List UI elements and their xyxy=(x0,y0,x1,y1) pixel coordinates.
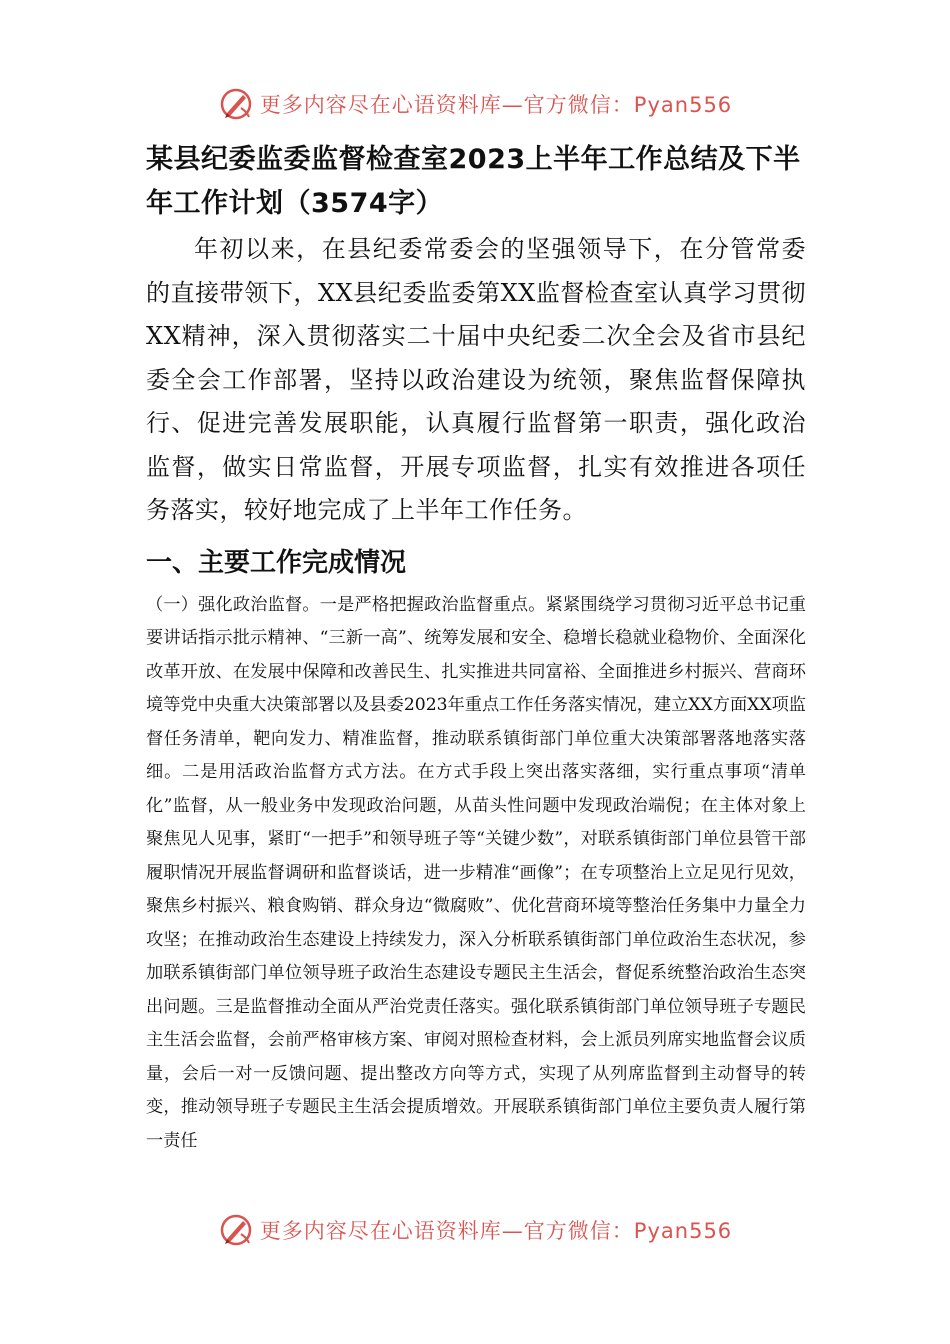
document-body xyxy=(146,138,806,1158)
watermark-text: 更多内容尽在心语资料库—官方微信：Pyan556 xyxy=(259,1219,733,1243)
intro-paragraph: 年初以来，在县纪委常委会的坚强领导下，在分管常委的直接带领下，XX县纪委监委第XX监督检查室认真学习贯彻XX精神，深入贯彻落实二十届中央纪委二次全会及省市县纪委全会工作部署，坚持以政治建设为统领，聚焦监督保障执行、促进完善发展职能，认真履行监督第一职责，强化政治监督，做实日常监督，开展专项监督，扎实有效推进各项任务落实，较好地完成了上半年工作任务。 xyxy=(146,235,806,524)
watermark-text: 更多内容尽在心语资料库—官方微信：Pyan556 xyxy=(259,93,733,117)
pen-circle-logo-icon xyxy=(218,86,254,122)
watermark-banner-bottom xyxy=(0,1210,950,1250)
watermark-banner-top xyxy=(0,84,950,124)
section-body-paragraph: （一）强化政治监督。一是严格把握政治监督重点。紧紧围绕学习贯彻习近平总书记重要讲话指示批示精神、“三新一高”、统筹发展和安全、稳增长稳就业稳物价、全面深化改革开放、在发展中保障和改善民生、扎实推进共同富裕、全面推进乡村振兴、营商环境等党中央重大决策部署以及县委2023年重点工作任务落实情况，建立XX方面XX项监督任务清单，靶向发力、精准监督，推动联系镇街部门单位重大决策部署落地落实落细。二是用活政治监督方式方法。在方式手段上突出落实落细，实行重点事项“清单化”监督，从一般业务中发现政治问题，从苗头性问题中发现政治端倪；在主体对象上聚焦见人见事，紧盯“一把手”和领导班子等“关键少数”，对联系镇街部门单位县管干部履职情况开展监督调研和监督谈话，进一步精准“画像”；在专项整治上立足见行见效，聚焦乡村振兴、粮食购销、群众身边“微腐败”、优化营商环境等整治任务集中力量全力攻坚；在推动政治生态建设上持续发力，深入分析联系镇街部门单位政治生态状况，参加联系镇街部门单位领导班子政治生态建设专题民主生活会，督促系统整治政治生态突出问题。三是监督推动全面从严治党责任落实。强化联系镇街部门单位领导班子专题民主生活会监督，会前严格审核方案、审阅对照检查材料，会上派员列席实地监督会议质量，会后一对一反馈问题、提出整改方向等方式，实现了从列席监督到主动督导的转变，推动领导班子专题民主生活会提质增效。开展联系镇街部门单位主要负责人履行第一责任 xyxy=(146,594,806,1151)
section-heading: 一、主要工作完成情况 xyxy=(146,547,407,578)
document-title: 某县纪委监委监督检查室2023上半年工作总结及下半年工作计划（3574字） xyxy=(146,144,801,219)
pen-circle-logo-icon xyxy=(218,1212,254,1248)
